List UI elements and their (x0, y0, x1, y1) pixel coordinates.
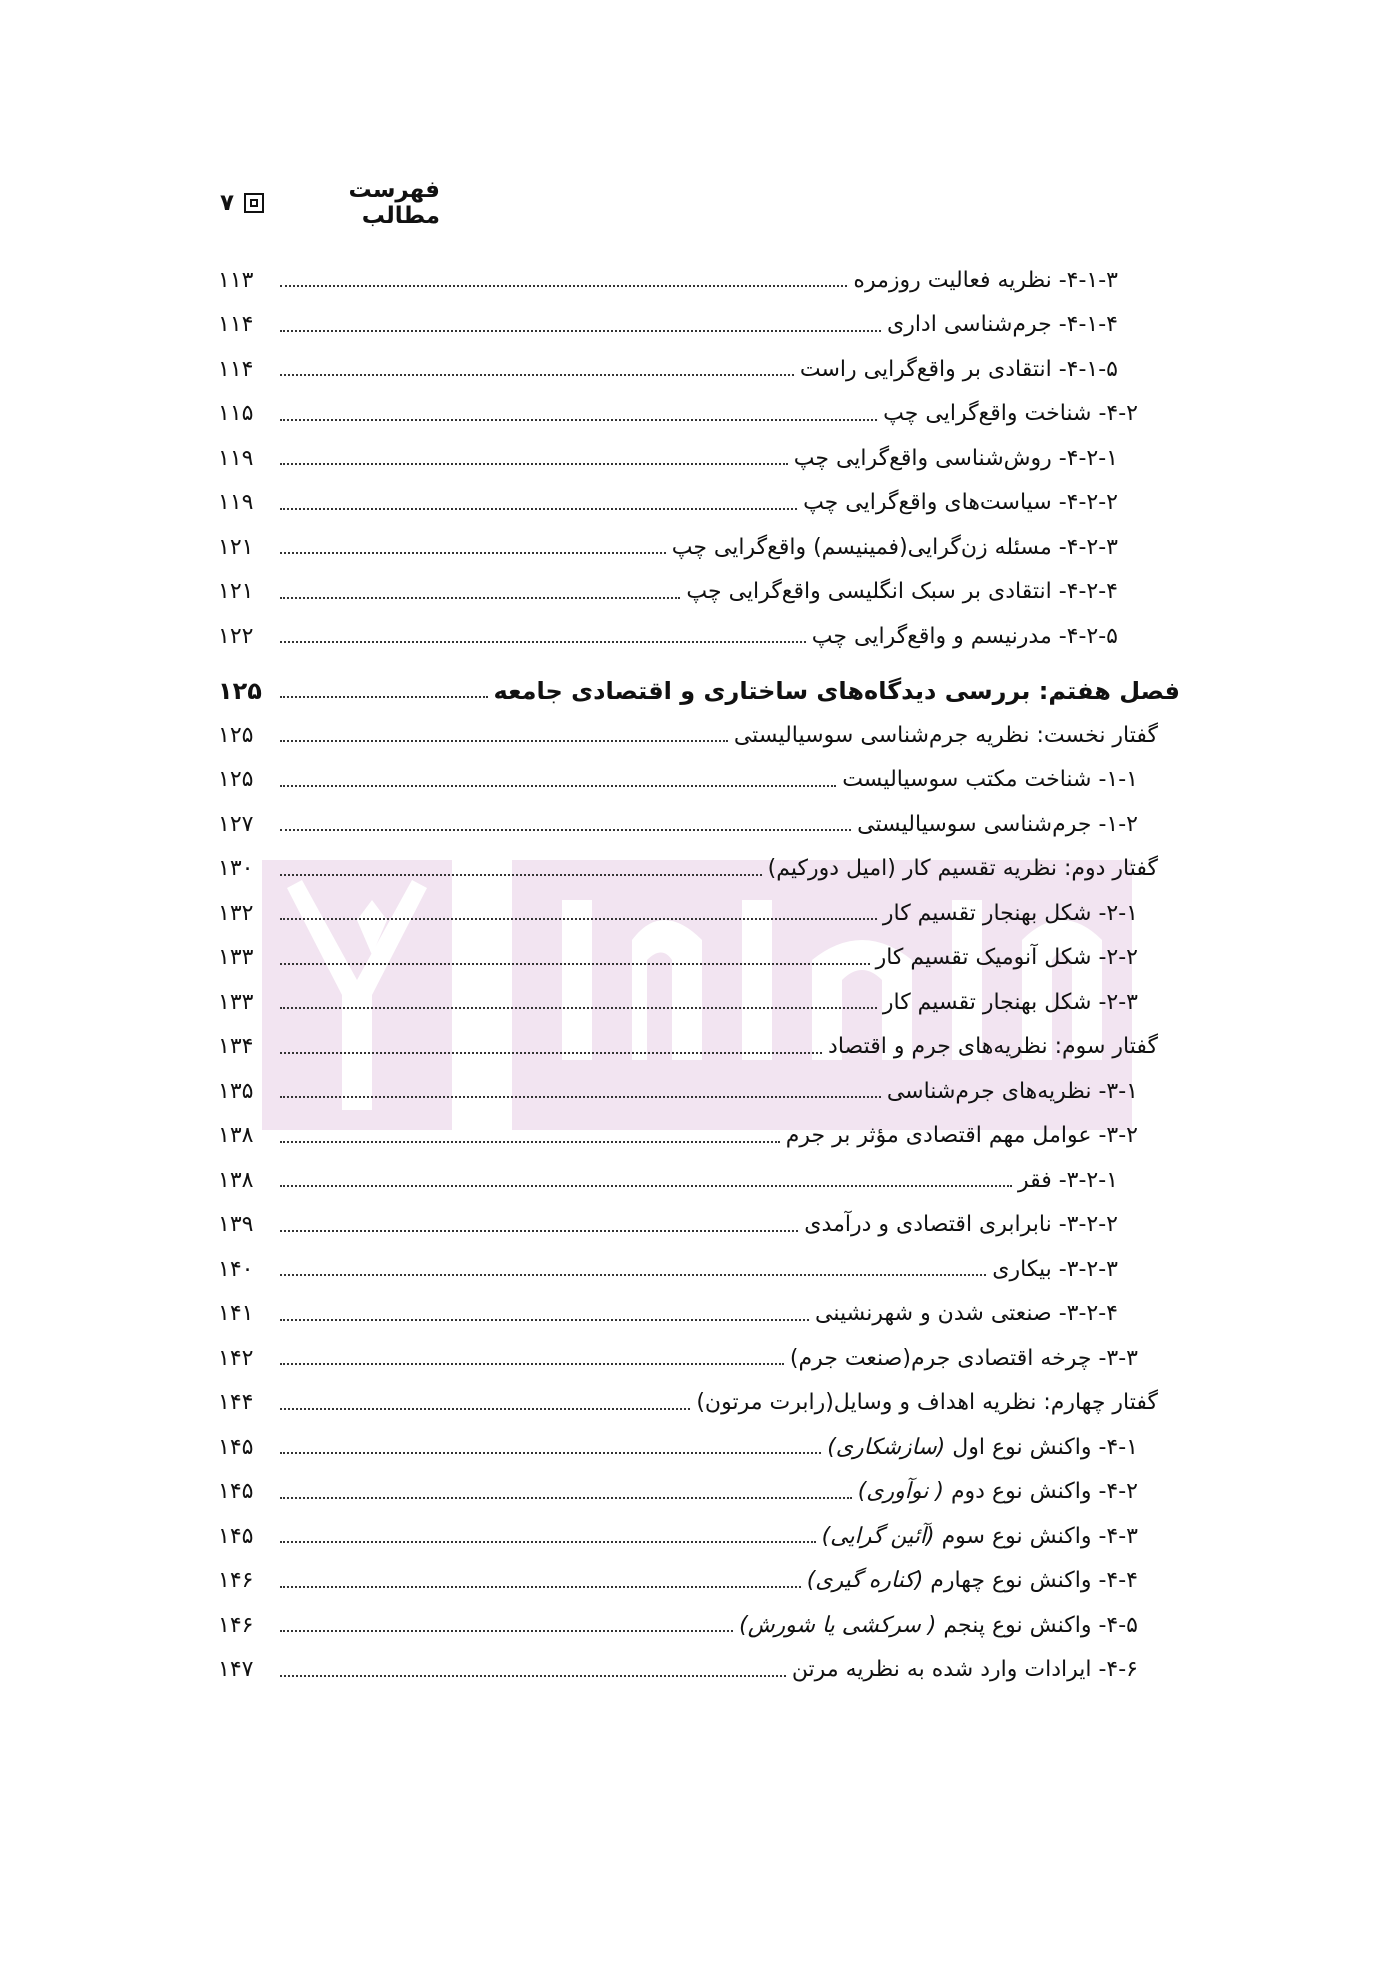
toc-dot-leader (280, 508, 797, 510)
toc-entry-title (768, 856, 1180, 881)
toc-entry-title-text: ۴-۲- شناخت واقع‌گرایی چپ (883, 401, 1138, 427)
toc-page-number: ۱۲۷ (218, 811, 254, 837)
toc-page-number: ۱۱۴ (218, 356, 254, 382)
toc-entry-title (494, 677, 1180, 705)
toc-entry-title-text: گفتار دوم: نظریه تقسیم کار (امیل دورکیم) (767, 856, 1158, 882)
toc-entry-title-text: ۴-۱-۵- انتقادی بر واقع‌گرایی راست (799, 356, 1118, 382)
toc-dot-leader (280, 374, 794, 376)
toc-row[interactable] (218, 1425, 1180, 1470)
toc-dot-leader (280, 1007, 877, 1009)
toc-entry-title-italic: (سازشکاری) (827, 1434, 946, 1460)
toc-row[interactable] (218, 1470, 1180, 1515)
toc-dot-leader (280, 285, 847, 287)
toc-page-number: ۱۱۵ (218, 401, 254, 427)
toc-entry-title-italic: (کناره گیری) (806, 1568, 924, 1594)
toc-page-number: ۱۴۴ (218, 1390, 254, 1416)
toc-entry-title (822, 1524, 1180, 1549)
toc-entry-title (827, 1435, 1180, 1460)
toc-dot-leader (280, 785, 836, 787)
toc-entry-title-text: ۴-۱-۴- جرم‌شناسی اداری (886, 312, 1118, 338)
toc-entry-title-text: ۳-۱- نظریه‌های جرم‌شناسی (886, 1078, 1138, 1104)
toc-row[interactable] (218, 436, 1180, 481)
toc-entry-title (804, 1212, 1180, 1237)
toc-row[interactable] (218, 1559, 1180, 1604)
toc-dot-leader (280, 1319, 809, 1321)
toc-dot-leader (280, 874, 762, 876)
page-number: ۷ (220, 190, 235, 216)
toc-entry-title-text: ۳-۲-۳- بیکاری (992, 1256, 1118, 1282)
toc-entry-title (739, 1613, 1180, 1638)
toc-row[interactable] (218, 347, 1180, 392)
toc-row[interactable] (218, 980, 1180, 1025)
toc-entry-title (1018, 1168, 1180, 1193)
toc-entry-title (883, 901, 1180, 926)
toc-row[interactable] (218, 936, 1180, 981)
toc-entry-title (992, 1257, 1180, 1282)
toc-entry-title-italic: ( نوآوری) (857, 1479, 944, 1505)
toc-dot-leader (280, 330, 881, 332)
toc-entry-title-text: ۴-۲-۳- مسئله زن‌گرایی(فمینیسم) واقع‌گرایی چپ (671, 534, 1118, 560)
toc-row[interactable] (218, 1292, 1180, 1337)
toc-entry-title (887, 1079, 1180, 1104)
toc-dot-leader (280, 419, 877, 421)
toc-entry-title-italic: (آئین گرایی) (821, 1523, 935, 1549)
toc-page-number: ۱۱۴ (218, 312, 254, 338)
toc-dot-leader (280, 1096, 881, 1098)
toc-dot-leader (280, 1274, 986, 1276)
page-header (220, 177, 440, 229)
toc-page-number: ۱۱۹ (218, 490, 254, 516)
toc-row[interactable] (218, 481, 1180, 526)
toc-dot-leader (280, 740, 728, 742)
table-of-contents (218, 258, 1180, 1692)
toc-row[interactable] (218, 713, 1180, 758)
toc-row[interactable] (218, 1203, 1180, 1248)
toc-entry-title-text: ۲-۱- شکل بهنجار تقسیم کار (882, 900, 1138, 926)
toc-row[interactable] (218, 614, 1180, 659)
toc-chapter-row[interactable] (218, 669, 1180, 714)
toc-page-number: ۱۴۵ (218, 1434, 254, 1460)
toc-entry-title (815, 1301, 1180, 1326)
toc-entry-title (812, 624, 1180, 649)
toc-page-number: ۱۲۵ (218, 767, 254, 793)
header-title: فهرست مطالب (348, 177, 440, 229)
toc-entry-title-text: ۱-۱- شناخت مکتب سوسیالیست (842, 767, 1138, 793)
toc-row[interactable] (218, 1025, 1180, 1070)
toc-row[interactable] (218, 1648, 1180, 1693)
toc-entry-title (887, 312, 1180, 337)
toc-entry-title-text: ۳-۳- چرخه اقتصادی جرم(صنعت جرم) (789, 1345, 1138, 1371)
toc-page-number: ۱۳۵ (218, 1078, 254, 1104)
toc-dot-leader (280, 1452, 821, 1454)
toc-dot-leader (280, 1408, 690, 1410)
square-box-icon (244, 193, 264, 213)
toc-dot-leader (280, 1363, 784, 1365)
toc-entry-title-text: ۳-۲- عوامل مهم اقتصادی مؤثر بر جرم (785, 1123, 1138, 1149)
toc-row[interactable] (218, 525, 1180, 570)
toc-entry-title-text: گفتار سوم: نظریه‌های جرم و اقتصاد (828, 1034, 1158, 1060)
toc-entry-title-text: ۴-۱-۳- نظریه فعالیت روزمره (853, 267, 1118, 293)
toc-dot-leader (280, 696, 488, 698)
toc-page-number: ۱۳۴ (218, 1034, 254, 1060)
toc-page-number: ۱۳۰ (218, 856, 254, 882)
toc-page-number: ۱۳۸ (218, 1167, 254, 1193)
toc-row[interactable] (218, 1158, 1180, 1203)
toc-page-number: ۱۲۱ (218, 534, 254, 560)
toc-dot-leader (280, 1185, 1012, 1187)
toc-entry-title-text: ۲-۲- شکل آنومیک تقسیم کار (875, 945, 1138, 971)
toc-row[interactable] (218, 1381, 1180, 1426)
toc-entry-title-text: ۴-۵- واکنش نوع پنجم (943, 1612, 1138, 1638)
toc-entry-title-text: ۱-۲- جرم‌شناسی سوسیالیستی (857, 811, 1138, 837)
toc-dot-leader (280, 463, 788, 465)
toc-page-number: ۱۴۵ (218, 1479, 254, 1505)
toc-row[interactable] (218, 1114, 1180, 1159)
toc-dot-leader (280, 1141, 780, 1143)
toc-entry-title-text: ۳-۲-۴- صنعتی شدن و شهرنشینی (815, 1301, 1118, 1327)
toc-entry-title-text: ۴-۱- واکنش نوع اول (952, 1434, 1138, 1460)
toc-row[interactable] (218, 847, 1180, 892)
toc-dot-leader (280, 1052, 822, 1054)
toc-dot-leader (280, 1230, 798, 1232)
toc-row[interactable] (218, 891, 1180, 936)
toc-page-number: ۱۴۱ (218, 1301, 254, 1327)
toc-row[interactable] (218, 303, 1180, 348)
toc-entry-title (853, 268, 1180, 293)
toc-entry-title (686, 579, 1180, 604)
toc-page-number: ۱۳۳ (218, 945, 254, 971)
toc-entry-title-text: ۴-۲-۴- انتقادی بر سبک انگلیسی واقع‌گرایی چپ (686, 579, 1118, 605)
toc-row[interactable] (218, 802, 1180, 847)
toc-entry-title (842, 767, 1180, 792)
toc-dot-leader (280, 641, 806, 643)
toc-page-number: ۱۱۹ (218, 445, 254, 471)
toc-entry-title (790, 1346, 1180, 1371)
toc-page-number: ۱۳۲ (218, 900, 254, 926)
toc-entry-title (672, 535, 1180, 560)
toc-entry-title (696, 1390, 1180, 1415)
toc-dot-leader (280, 1541, 816, 1543)
toc-entry-title (828, 1034, 1180, 1059)
toc-page-number: ۱۲۱ (218, 579, 254, 605)
toc-entry-title (858, 1479, 1180, 1504)
toc-dot-leader (280, 918, 877, 920)
toc-page-number: ۱۴۰ (218, 1256, 254, 1282)
toc-entry-title (794, 446, 1180, 471)
toc-entry-title (876, 945, 1180, 970)
toc-row[interactable] (218, 758, 1180, 803)
toc-dot-leader (280, 1675, 786, 1677)
toc-dot-leader (280, 1630, 733, 1632)
toc-page-number: ۱۴۵ (218, 1523, 254, 1549)
toc-entry-title-text: ۳-۲-۲- نابرابری اقتصادی و درآمدی (804, 1212, 1118, 1238)
toc-entry-title-text: ۴-۲-۲- سیاست‌های واقع‌گرایی چپ (803, 490, 1118, 516)
toc-page-number: ۱۱۳ (218, 267, 254, 293)
toc-row[interactable] (218, 570, 1180, 615)
toc-entry-title-text: ۴-۲- واکنش نوع دوم (950, 1479, 1138, 1505)
toc-row[interactable] (218, 258, 1180, 303)
toc-entry-title-text: ۲-۳- شکل بهنجار تقسیم کار (882, 989, 1138, 1015)
toc-dot-leader (280, 963, 870, 965)
toc-page-number: ۱۴۶ (218, 1568, 254, 1594)
toc-dot-leader (280, 1497, 852, 1499)
toc-entry-title (883, 401, 1180, 426)
toc-entry-title-text: ۳-۲-۱- فقر (1017, 1167, 1118, 1193)
toc-entry-title (792, 1657, 1180, 1682)
toc-row[interactable] (218, 1514, 1180, 1559)
toc-entry-title (803, 490, 1180, 515)
toc-dot-leader (280, 597, 680, 599)
toc-entry-title-text: ۴-۶- ایرادات وارد شده به نظریه مرتن (791, 1657, 1138, 1683)
toc-entry-title-text: ۴-۲-۱- روش‌شناسی واقع‌گرایی چپ (793, 445, 1118, 471)
toc-entry-title (883, 990, 1180, 1015)
toc-dot-leader (280, 1586, 801, 1588)
toc-page-number: ۱۲۵ (218, 676, 262, 705)
toc-page-number: ۱۳۳ (218, 989, 254, 1015)
toc-entry-title-text: گفتار نخست: نظریه جرم‌شناسی سوسیالیستی (733, 722, 1158, 748)
toc-page-number: ۱۴۶ (218, 1612, 254, 1638)
toc-page-number: ۱۳۸ (218, 1123, 254, 1149)
toc-page-number: ۱۴۷ (218, 1657, 254, 1683)
toc-page-number: ۱۲۲ (218, 623, 254, 649)
toc-dot-leader (280, 829, 851, 831)
toc-row[interactable] (218, 1247, 1180, 1292)
toc-entry-title-text: گفتار چهارم: نظریه اهداف و وسایل(رابرت مرتون) (696, 1390, 1158, 1416)
toc-entry-title-text: ۴-۲-۵- مدرنیسم و واقع‌گرایی چپ (811, 623, 1118, 649)
toc-entry-title-text: ۴-۴- واکنش نوع چهارم (930, 1568, 1138, 1594)
toc-entry-title (857, 812, 1180, 837)
toc-entry-title (807, 1568, 1180, 1593)
toc-row[interactable] (218, 1603, 1180, 1648)
toc-row[interactable] (218, 392, 1180, 437)
toc-page-number: ۱۲۵ (218, 722, 254, 748)
toc-entry-title (800, 357, 1180, 382)
toc-entry-title-text: فصل هفتم: بررسی دیدگاه‌های ساختاری و اقتصادی جامعه (493, 676, 1180, 705)
toc-page-number: ۱۳۹ (218, 1212, 254, 1238)
toc-row[interactable] (218, 1336, 1180, 1381)
toc-entry-title-italic: ( سرکشی یا شورش) (739, 1612, 937, 1638)
toc-entry-title (786, 1123, 1180, 1148)
toc-row[interactable] (218, 1069, 1180, 1114)
toc-entry-title-text: ۴-۳- واکنش نوع سوم (941, 1523, 1138, 1549)
toc-dot-leader (280, 552, 666, 554)
toc-entry-title (734, 723, 1180, 748)
toc-page-number: ۱۴۲ (218, 1345, 254, 1371)
